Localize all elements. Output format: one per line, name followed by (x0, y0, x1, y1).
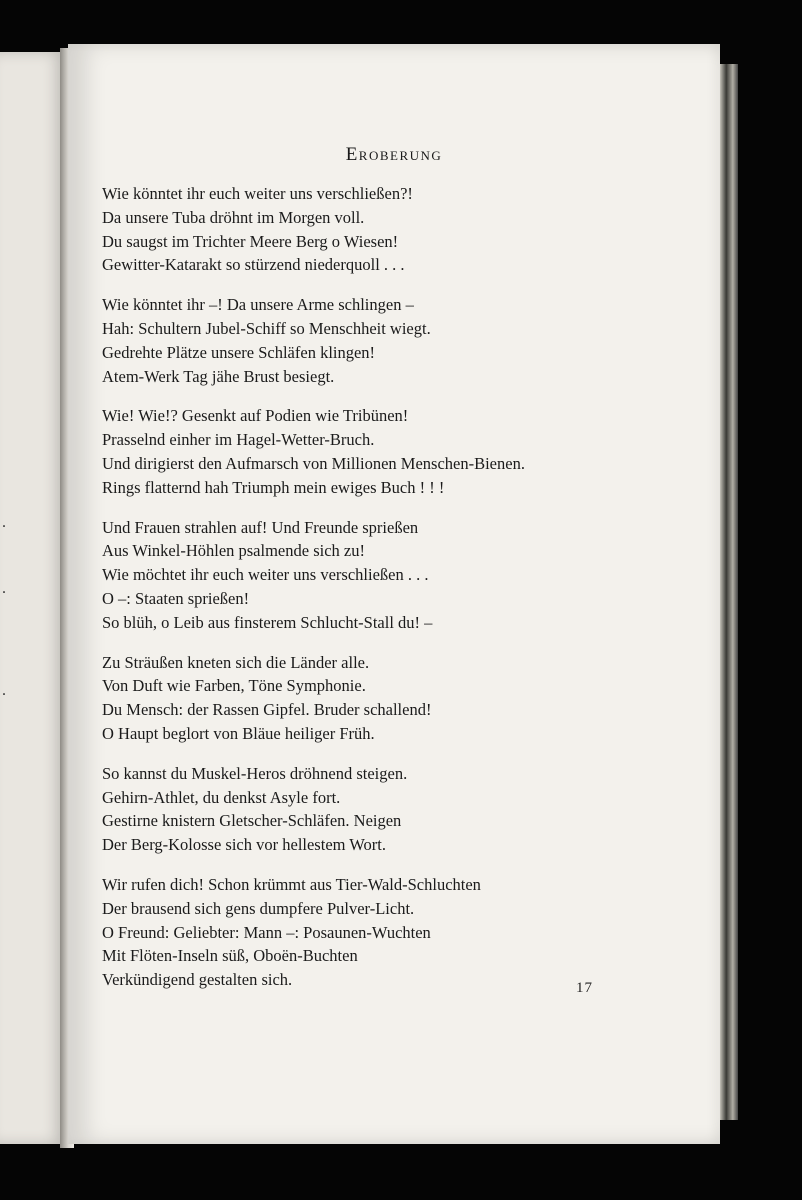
poem-line: Von Duft wie Farben, Töne Symphonie. (102, 676, 366, 696)
poem-line: So kannst du Muskel-Heros dröhnend steigen. (102, 763, 408, 783)
left-page-mark: . (2, 514, 6, 531)
poem-line: Da unsere Tuba dröhnt im Morgen voll. (102, 207, 365, 227)
poem-line: Aus Winkel-Höhlen psalmende sich zu! (102, 541, 365, 561)
poem-line: Gewitter-Katarakt so stürzend niederquoll . . . (102, 255, 405, 275)
stanza (102, 762, 702, 857)
poem-line: Wie möchtet ihr euch weiter uns verschließen . . . (102, 565, 429, 585)
poem-line: Wie könntet ihr euch weiter uns verschließen?! (102, 184, 413, 203)
poem-title: Eroberung (345, 144, 443, 165)
poem-line: Verkündigend gestalten sich. (102, 970, 293, 990)
poem-line: Hah: Schultern Jubel-Schiff so Menschheit wiegt. (102, 318, 431, 338)
poem-line: Der Berg-Kolosse sich vor hellestem Wort. (102, 835, 387, 855)
poem-line: Wie könntet ihr –! Da unsere Arme schlingen – (102, 295, 414, 315)
poem-line: Und Frauen strahlen auf! Und Freunde sprießen (102, 517, 419, 537)
left-page-mark: . (2, 682, 6, 699)
stanza (102, 404, 702, 499)
poem-line: Der brausend sich gens dumpfere Pulver-Licht. (102, 898, 415, 918)
right-page (68, 44, 720, 1144)
poem-body (102, 182, 702, 1008)
poem-line: Mit Flöten-Inseln süß, Oboën-Buchten (102, 946, 358, 966)
poem-line: O –: Staaten sprießen! (102, 588, 250, 608)
poem-line: Gehirn-Athlet, du denkst Asyle fort. (102, 787, 341, 807)
stanza (102, 182, 702, 277)
stanza (102, 651, 702, 746)
poem-line: O Haupt beglort von Bläue heiliger Früh. (102, 723, 375, 743)
poem-line: Du Mensch: der Rassen Gipfel. Bruder schallend! (102, 700, 432, 720)
poem-line: Du saugst im Trichter Meere Berg o Wiesen! (102, 231, 399, 251)
poem-line: Rings flatternd hah Triumph mein ewiges Buch ! ! ! (102, 477, 445, 497)
poem-line: Prasselnd einher im Hagel-Wetter-Bruch. (102, 430, 375, 450)
page-number: 17 (576, 980, 593, 996)
stanza (102, 516, 702, 635)
poem-line: Zu Sträußen kneten sich die Länder alle. (102, 652, 370, 672)
poem-line: Atem-Werk Tag jähe Brust besiegt. (102, 366, 335, 386)
stanza (102, 293, 702, 388)
poem-line: Gedrehte Plätze unsere Schläfen klingen! (102, 342, 376, 362)
poem-line: Wie! Wie!? Gesenkt auf Podien wie Tribünen! (102, 406, 409, 426)
left-page-mark: . (2, 580, 6, 597)
poem-line: O Freund: Geliebter: Mann –: Posaunen-Wuchten (102, 922, 431, 942)
stanza (102, 873, 702, 992)
poem-line: Gestirne knistern Gletscher-Schläfen. Neigen (102, 811, 402, 831)
poem-line: So blüh, o Leib aus finsterem Schlucht-Stall du! – (102, 612, 433, 632)
poem-line: Wir rufen dich! Schon krümmt aus Tier-Wald-Schluchten (102, 874, 481, 894)
poem-line: Und dirigierst den Aufmarsch von Millionen Menschen-Bienen. (102, 453, 525, 473)
left-page (0, 52, 66, 1144)
